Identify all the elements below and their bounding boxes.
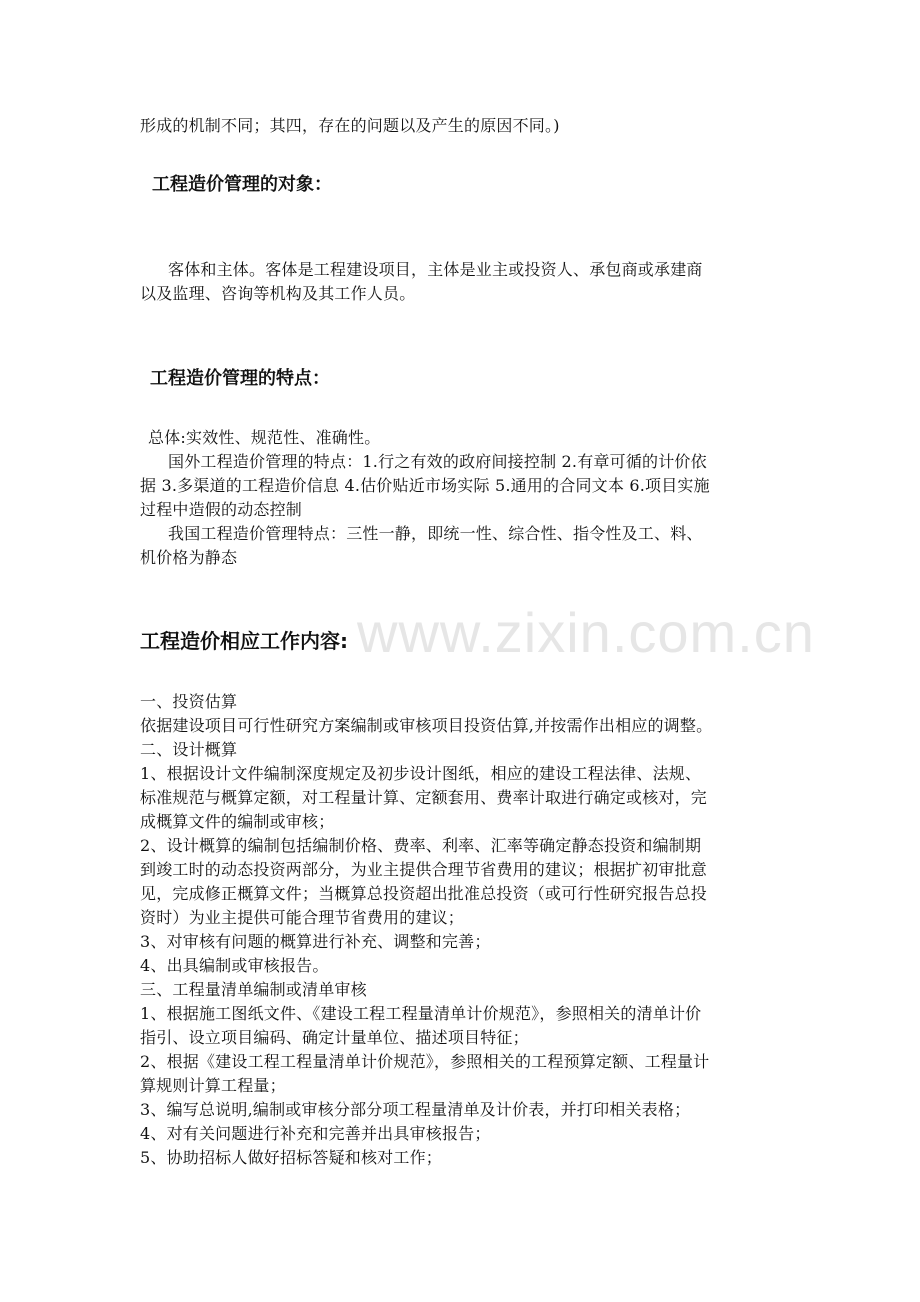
list-line: 见，完成修正概算文件；当概算总投资超出批准总投资（或可行性研究报告总投 <box>140 884 708 903</box>
list-line: 3、编写总说明,编制或审核分部分项工程量清单及计价表，并打印相关表格； <box>140 1100 691 1119</box>
intro-line: 形成的机制不同；其四，存在的问题以及产生的原因不同。) <box>140 116 560 135</box>
list-line: 三、工程量清单编制或清单审核 <box>140 980 367 999</box>
list-line: 5、协助招标人做好招标答疑和核对工作； <box>140 1148 442 1167</box>
list-line: 4、对有关问题进行补充和完善并出具审核报告； <box>140 1124 491 1143</box>
paragraph-line: 国外工程造价管理的特点：1.行之有效的政府间接控制 2.有章可循的计价依 <box>168 452 707 471</box>
paragraph-line: 据 3.多渠道的工程造价信息 4.估价贴近市场实际 5.通用的合同文本 6.项目实施 <box>140 476 710 495</box>
list-line: 2、设计概算的编制包括编制价格、费率、利率、汇率等确定静态投资和编制期 <box>140 836 702 855</box>
list-line: 标准规范与概算定额，对工程量计算、定额套用、费率计取进行确定或核对，完 <box>140 788 708 807</box>
list-line: 3、对审核有问题的概算进行补充、调整和完善； <box>140 932 491 951</box>
paragraph-line: 总体:实效性、规范性、准确性。 <box>148 428 381 447</box>
list-line: 一、投资估算 <box>140 692 238 711</box>
paragraph-line: 客体和主体。客体是工程建设项目，主体是业主或投资人、承包商或承建商 <box>168 260 703 279</box>
paragraph-line: 机价格为静态 <box>140 548 238 567</box>
list-line: 2、根据《建设工程工程量清单计价规范》，参照相关的工程预算定额、工程量计 <box>140 1052 710 1071</box>
list-line: 成概算文件的编制或审核； <box>140 812 335 831</box>
paragraph-line: 过程中造假的动态控制 <box>140 500 303 519</box>
list-line: 4、出具编制或审核报告。 <box>140 956 329 975</box>
list-line: 1、根据施工图纸文件、《建设工程工程量清单计价规范》，参照相关的清单计价 <box>140 1004 702 1023</box>
list-line: 资时）为业主提供可能合理节省费用的建议； <box>140 908 465 927</box>
list-line: 到竣工时的动态投资两部分，为业主提供合理节省费用的建议；根据扩初审批意 <box>140 860 708 879</box>
list-line: 指引、设立项目编码、确定计量单位、描述项目特征； <box>140 1028 529 1047</box>
list-line: 算规则计算工程量； <box>140 1076 286 1095</box>
section-heading-features: 工程造价管理的特点： <box>150 368 330 389</box>
watermark: www.zixin.com.cn <box>357 601 815 664</box>
paragraph-line: 以及监理、咨询等机构及其工作人员。 <box>140 284 416 303</box>
list-line: 二、设计概算 <box>140 740 238 759</box>
section-heading-work: 工程造价相应工作内容: <box>140 629 348 653</box>
section-heading-objects: 工程造价管理的对象： <box>152 174 332 195</box>
list-line: 1、根据设计文件编制深度规定及初步设计图纸，相应的建设工程法律、法规、 <box>140 764 702 783</box>
paragraph-line: 我国工程造价管理特点：三性一静，即统一性、综合性、指令性及工、料、 <box>168 524 703 543</box>
list-line: 依据建设项目可行性研究方案编制或审核项目投资估算,并按需作出相应的调整。 <box>140 716 713 735</box>
